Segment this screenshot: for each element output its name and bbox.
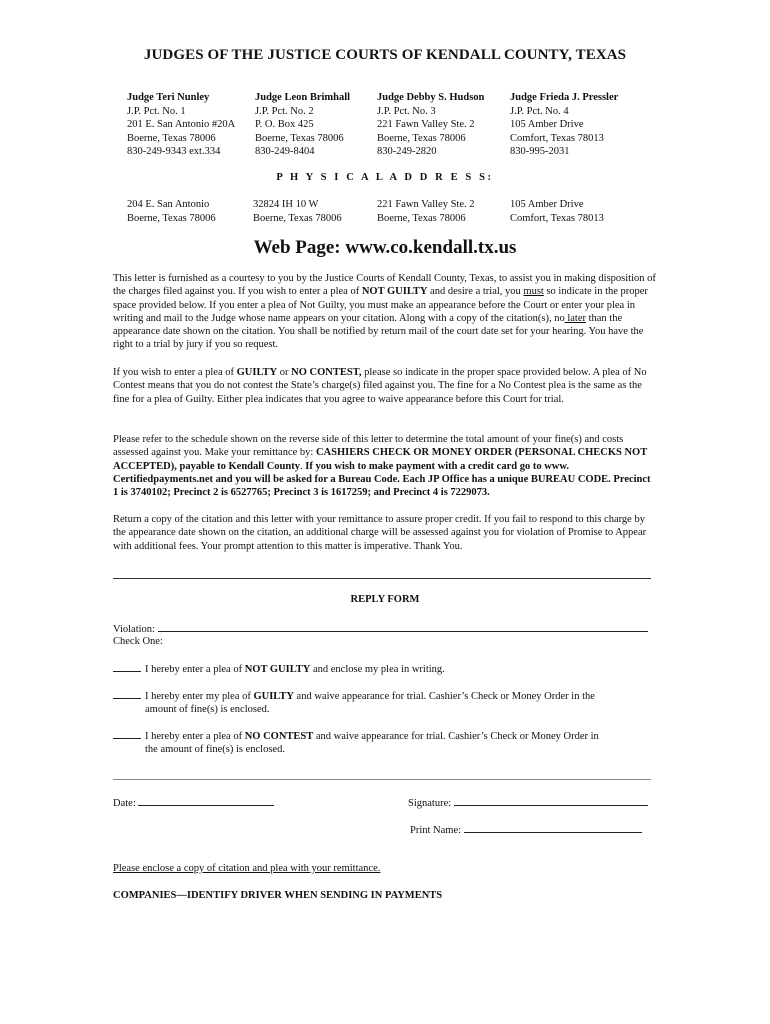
judge-phone: 830-249-9343 ext.334 [127, 146, 221, 158]
web-page-heading: Web Page: www.co.kendall.tx.us [253, 237, 517, 258]
judge-precinct: J.P. Pct. No. 2 [255, 105, 314, 117]
physical-address-1 [127, 198, 216, 225]
print-name-label: Print Name: [410, 825, 462, 836]
judge-column-1 [127, 91, 235, 159]
signature-row [408, 795, 648, 810]
divider-line [113, 779, 651, 780]
judge-column-2 [255, 91, 350, 159]
text: than the appearance date shown on the citation. You shall be notified by return mail of the court date set for your hearing. You have the right to a trial by jury if you so request. [113, 312, 644, 351]
address-line1: 32824 IH 10 W [253, 199, 319, 210]
text: and waive appearance for trial. Cashier’s Check or Money Order in the [293, 691, 595, 702]
violation-label: Violation: [113, 624, 155, 635]
divider-line [113, 578, 651, 579]
text: so indicate in the proper space provided below. If you enter a plea of Not Guilty, you must make an appearance before the Court or enter your plea in writing and mail to the Judge whose name appears on your citation. Along with a copy of the citation(s), no [113, 286, 648, 324]
text: Return a copy of the citation and this letter with your remittance to assure proper credit. If you fail to respond to this charge by the appearance date shown on the citation, an additional charge will be assessed against you for violation of Promise to Appear with additional fees. Your prompt attention to this matter is imperative. Thank You. [113, 514, 647, 552]
judge-precinct: J.P. Pct. No. 4 [510, 105, 569, 117]
signature-label: Signature: [408, 798, 452, 809]
judge-name: Judge Teri Nunley [127, 92, 210, 103]
bold-text: CASHIERS CHECK OR MONEY ORDER (PERSONAL CHECKS NOT ACCEPTED), payable to Kendall County [113, 447, 648, 472]
date-label: Date: [113, 798, 136, 809]
text: and desire a trial, you [427, 286, 524, 298]
judge-name: Judge Debby S. Hudson [377, 92, 485, 103]
text: I hereby enter a plea of [145, 731, 245, 742]
print-name-row [410, 822, 642, 837]
judge-address-line1: 105 Amber Drive [510, 119, 584, 131]
text: amount of fine(s) is enclosed. [145, 704, 270, 716]
text: If you wish to enter a plea of [113, 367, 237, 378]
text: I hereby enter my plea of [145, 691, 254, 702]
date-field[interactable] [138, 795, 274, 806]
document-title: JUDGES OF THE JUSTICE COURTS OF KENDALL COUNTY, TEXAS [143, 47, 627, 63]
physical-address-heading: P H Y S I C A L A D D R E S S: [276, 172, 494, 183]
judge-precinct: J.P. Pct. No. 3 [377, 105, 436, 117]
text: please so indicate in the proper space provided below. A plea of No Contest means that you do not contest the State’s charge(s) filed against you. The fine for a No Contest plea is the same as the fine for a plea of Guilty. Either plea indicates that you agree to waive appearance before this Court for trial. [113, 367, 647, 405]
violation-field[interactable] [158, 621, 648, 632]
judge-address-line2: Boerne, Texas 78006 [255, 132, 344, 144]
bold-text: GUILTY [253, 691, 294, 702]
physical-address-2 [253, 198, 342, 225]
address-line1: 221 Fawn Valley Ste. 2 [377, 199, 475, 210]
option-no-contest [113, 728, 653, 757]
bold-text: NOT GUILTY [361, 286, 428, 298]
judge-address-line1: 221 Fawn Valley Ste. 2 [377, 119, 475, 131]
text: I hereby enter a plea of [145, 664, 245, 675]
companies-note: COMPANIES—IDENTIFY DRIVER WHEN SENDING IN PAYMENTS [113, 890, 443, 901]
judge-name: Judge Leon Brimhall [255, 92, 351, 103]
judge-name: Judge Frieda J. Pressler [510, 92, 619, 103]
judge-address-line1: 201 E. San Antonio #20A [127, 119, 236, 131]
address-line1: 105 Amber Drive [510, 199, 584, 210]
bold-text: GUILTY [236, 367, 278, 378]
bold-text: NO CONTEST, [291, 367, 362, 378]
not-guilty-checkbox-line[interactable] [113, 661, 141, 672]
address-line2: Boerne, Texas 78006 [127, 212, 216, 224]
date-row [113, 795, 274, 810]
option-not-guilty [113, 661, 653, 676]
address-line2: Boerne, Texas 78006 [377, 212, 466, 224]
judge-phone: 830-249-2820 [377, 146, 437, 158]
text: This letter is furnished as a courtesy to you by the Justice Courts of Kendall County, Texas, to assist you in making disposition of the charges filed against you. If you wish to enter a plea of [113, 273, 656, 298]
text: or [277, 367, 292, 378]
text: Please refer to the schedule shown on the reverse side of this letter to determine the total amount of your fine(s) and costs assessed against you. Make your remittance by: [113, 434, 624, 459]
guilty-checkbox-line[interactable] [113, 688, 141, 699]
paragraph-guilty-no-contest [113, 366, 658, 406]
judge-address-line2: Boerne, Texas 78006 [377, 132, 466, 144]
bold-text: If you wish to make payment with a credit card go to www. Certifiedpayments.net and you will be asked for a Bureau Code. Each JP Office has a unique BUREAU CODE. Precinct 1 is 3740102; Precinct 2 is 6527765; Precinct 3 is 1617259; and Precinct 4 is 7229073. [113, 460, 651, 499]
signature-field[interactable] [454, 795, 648, 806]
reply-form-title: REPLY FORM [350, 594, 420, 605]
paragraph-not-guilty [113, 272, 658, 352]
judge-column-3 [377, 91, 484, 159]
underlined-text: must [523, 286, 544, 298]
judge-precinct: J.P. Pct. No. 1 [127, 105, 186, 117]
address-line2: Boerne, Texas 78006 [253, 212, 342, 224]
bold-text: NO CONTEST [244, 731, 314, 742]
print-name-field[interactable] [464, 822, 642, 833]
text: and waive appearance for trial. Cashier’s Check or Money Order in [313, 731, 599, 742]
violation-row [113, 621, 648, 636]
text: . [299, 460, 306, 472]
underlined-text: later [564, 312, 586, 324]
physical-address-3 [377, 198, 475, 225]
no-contest-checkbox-line[interactable] [113, 728, 141, 739]
judge-phone: 830-995-2031 [510, 146, 570, 158]
paragraph-return-copy [113, 513, 658, 553]
paragraph-payment [113, 433, 658, 499]
text: the amount of fine(s) is enclosed. [145, 744, 285, 756]
judge-address-line2: Comfort, Texas 78013 [510, 132, 604, 144]
text: and enclose my plea in writing. [310, 664, 445, 675]
check-one-label: Check One: [113, 636, 163, 647]
judge-phone: 830-249-8404 [255, 146, 315, 158]
address-line2: Comfort, Texas 78013 [510, 212, 604, 224]
judge-address-line1: P. O. Box 425 [255, 119, 314, 131]
judge-column-4 [510, 91, 618, 159]
option-guilty [113, 688, 653, 717]
physical-address-4 [510, 198, 604, 225]
bold-text: NOT GUILTY [244, 664, 311, 675]
address-line1: 204 E. San Antonio [127, 199, 210, 210]
judge-address-line2: Boerne, Texas 78006 [127, 132, 216, 144]
enclose-note: Please enclose a copy of citation and plea with your remittance. [113, 863, 381, 874]
